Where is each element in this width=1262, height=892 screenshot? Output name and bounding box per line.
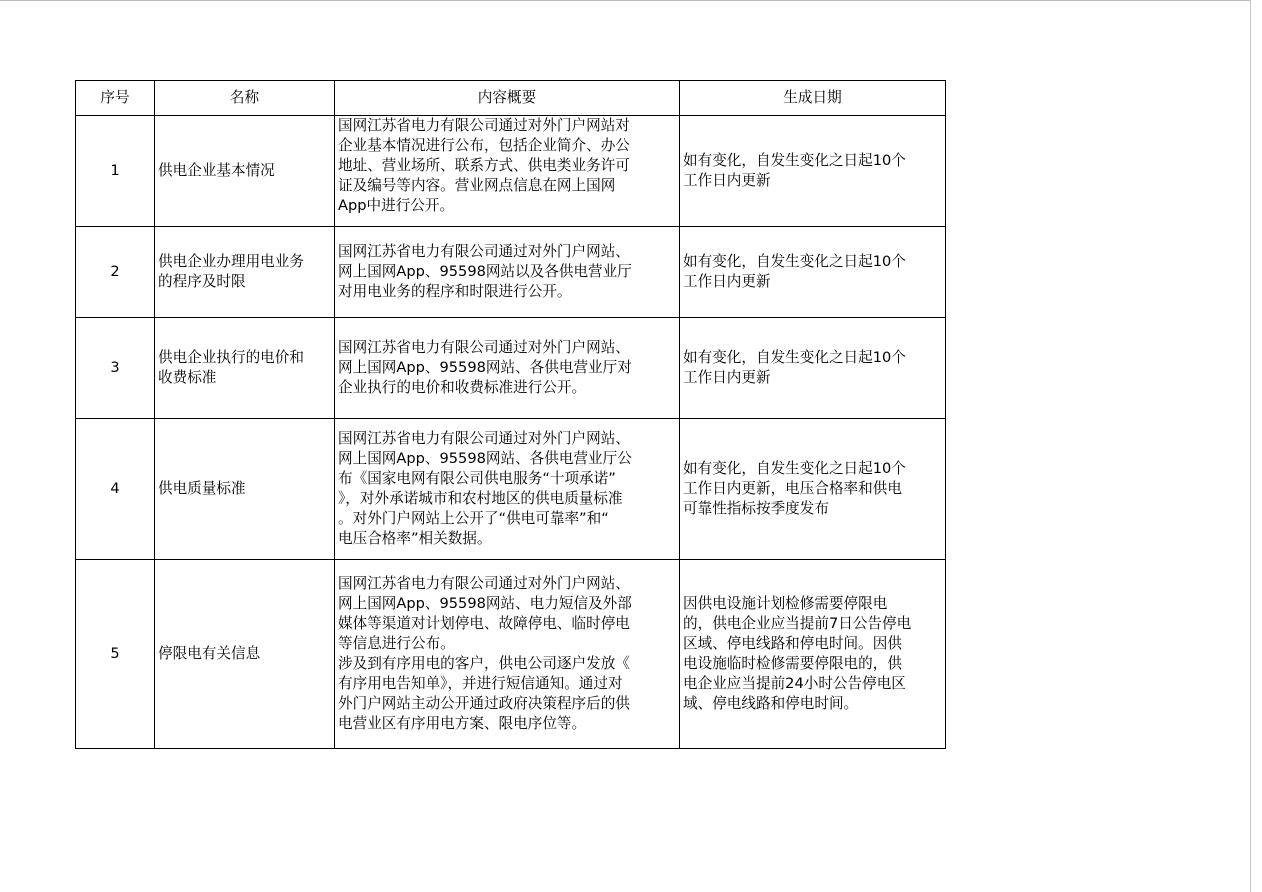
row-date: 如有变化，自发生变化之日起10个 工作日内更新 [683,349,906,386]
row-summary: 国网江苏省电力有限公司通过对外门户网站、 网上国网App、95598网站、电力短信及外部 媒体等渠道对计划停电、故障停电、临时停电 等信息进行公布。 涉及到有序用电的客户，供电公司逐户发放《 有序用电告知单》，并进行短信通知。通过对 外门户网站主动公开通过政府决策程序后的供 电营业区有序用电方案、限电序位等。 [338,575,632,732]
header-summary: 内容概要 [335,81,680,116]
row-date: 如有变化，自发生变化之日起10个 工作日内更新 [683,253,906,290]
row-index: 1 [76,116,155,227]
header-name: 名称 [155,81,335,116]
row-name: 供电企业执行的电价和 收费标准 [158,349,304,386]
header-date: 生成日期 [680,81,946,116]
table-header-row [76,81,946,116]
row-date: 如有变化，自发生变化之日起10个 工作日内更新 [683,152,906,189]
row-name: 停限电有关信息 [158,645,261,662]
table-row [76,419,946,560]
row-index: 3 [76,318,155,419]
row-name: 供电企业基本情况 [158,162,275,179]
row-name: 供电质量标准 [158,480,246,497]
header-index: 序号 [76,81,155,116]
row-date: 因供电设施计划检修需要停限电 的，供电企业应当提前7日公告停电 区域、停电线路和停电时间。因供 电设施临时检修需要停限电的，供 电企业应当提前24小时公告停电区 域、停电线路和停电时间。 [683,595,912,712]
page-right-margin [1250,0,1262,892]
table-row [76,227,946,318]
row-index: 5 [76,560,155,749]
table-row [76,116,946,227]
row-date: 如有变化，自发生变化之日起10个 工作日内更新，电压合格率和供电 可靠性指标按季度发布 [683,460,906,517]
row-summary: 国网江苏省电力有限公司通过对外门户网站、 网上国网App、95598网站以及各供电营业厅 对用电业务的程序和时限进行公开。 [338,243,632,300]
page-top-border [0,0,1262,1]
row-summary: 国网江苏省电力有限公司通过对外门户网站对 企业基本情况进行公布，包括企业简介、办公 地址、营业场所、联系方式、供电类业务许可 证及编号等内容。营业网点信息在网上国网 App中进行公开。 [338,117,630,214]
row-index: 2 [76,227,155,318]
row-name: 供电企业办理用电业务 的程序及时限 [158,253,304,290]
row-summary: 国网江苏省电力有限公司通过对外门户网站、 网上国网App、95598网站、各供电营业厅对 企业执行的电价和收费标准进行公开。 [338,339,632,396]
row-index: 4 [76,419,155,560]
table-row [76,318,946,419]
disclosure-table [75,80,946,749]
row-summary: 国网江苏省电力有限公司通过对外门户网站、 网上国网App、95598网站、各供电营业厅公 布《国家电网有限公司供电服务“十项承诺” 》，对外承诺城市和农村地区的供电质量标准 。对外门户网站上公开了“供电可靠率”和“ 电压合格率”相关数据。 [338,430,632,547]
table-row [76,560,946,749]
